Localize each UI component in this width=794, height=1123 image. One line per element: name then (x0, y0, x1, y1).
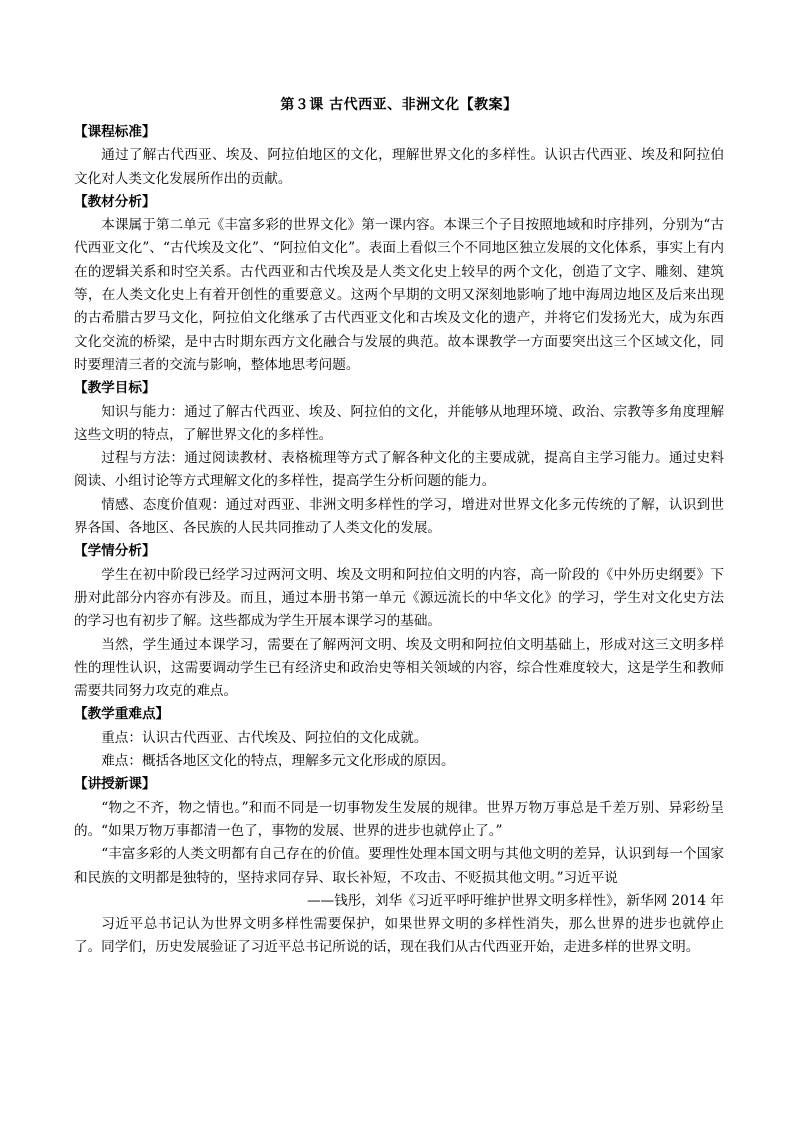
paragraph-standard: 通过了解古代西亚、埃及、阿拉伯地区的文化，理解世界文化的多样性。认识古代西亚、埃及和阿拉伯文化对人类文化发展所作出的贡献。 (74, 147, 724, 187)
paragraph-goal-knowledge: 知识与能力：通过了解古代西亚、埃及、阿拉伯的文化，并能够从地理环境、政治、宗教等多角度理解这些文明的特点，了解世界文化的多样性。 (74, 403, 724, 443)
paragraph-difficult-point: 难点：概括各地区文化的特点，理解多元文化形成的原因。 (101, 753, 455, 770)
paragraph-goal-emotion: 情感、态度价值观：通过对西亚、非洲文明多样性的学习，增进对世界文化多元传统的了解，认识到世界各国、各地区、各民族的人民共同推动了人类文化的发展。 (74, 496, 724, 537)
paragraph-analysis: 本课属于第二单元《丰富多彩的世界文化》第一课内容。本课三个子目按照地域和时序排列，分别为“古代西亚文化”、“古代埃及文化”、“阿拉伯文化”。表面上看似三个不同地区独立发展的文化体系，事实上有内在的逻辑关系和时空关系。古代西亚和古代埃及是人类文化史上较早的两个文化，创造了文字、雕刻、建筑等，在人类文化史上有着开创性的重要意义。这两个早期的文明又深刻地影响了地中海周边地区及后来出现的古希腊古罗马文化，阿拉伯文化继承了古代西亚文化和古埃及文化的遗产，并将它们发扬光大，成为东西文化交流的桥梁，是中古时期东西方文化融合与发展的典范。故本课教学一方面要突出这三个区域文化，同时要理清三者的交流与影响，整体地思考问题。 (74, 217, 724, 373)
paragraph-quote-2: “丰富多彩的人类文明都有自己存在的价值。要理性处理本国文明与其他文明的差异，认识到每一个国家和民族的文明都是独特的，坚持求同存异、取长补短，不攻击、不贬损其他文明。”习近平说 (74, 846, 724, 886)
document-page (74, 92, 724, 960)
section-heading-goals: 【教学目标】 (74, 380, 156, 397)
paragraph-key-point: 重点：认识古代西亚、古代埃及、阿拉伯的文化成就。 (101, 729, 428, 746)
paragraph-quote-1: “物之不齐，物之情也。”和而不同是一切事物发生发展的规律。世界万物万事总是千差万别、异彩纷呈的。“如果万物万事都清一色了，事物的发展、世界的进步也就停止了。” (74, 799, 724, 839)
paragraph-students-2: 当然，学生通过本课学习，需要在了解两河文明、埃及文明和阿拉伯文明基础上，形成对这三文明多样性的理性认识，这需要调动学生已有经济史和政治史等相关领域的内容，综合性难度较大，这是学生和教师需要共同努力攻克的难点。 (74, 636, 724, 700)
section-heading-keypoints: 【教学重难点】 (74, 706, 170, 723)
section-heading-students: 【学情分析】 (74, 543, 156, 560)
section-heading-intro: 【讲授新课】 (74, 776, 156, 793)
section-heading-standard: 【课程标准】 (74, 124, 156, 140)
quote-source: ——钱彤，刘华《习近平呼吁维护世界文明多样性》，新华网 2014 年 (306, 892, 724, 909)
paragraph-closing: 习近平总书记认为世界文明多样性需要保护，如果世界文明的多样性消失，那么世界的进步也就停止了。同学们，历史发展验证了习近平总书记所说的话，现在我们从古代西亚开始，走进多样的世界文明。 (74, 916, 724, 956)
paragraph-goal-process: 过程与方法：通过阅读教材、表格梳理等方式了解各种文化的主要成就，提高自主学习能力。通过史料阅读、小组讨论等方式理解文化的多样性，提高学生分析问题的能力。 (74, 450, 724, 490)
paragraph-students-1: 学生在初中阶段已经学习过两河文明、埃及文明和阿拉伯文明的内容，高一阶段的《中外历史纲要》下册对此部分内容亦有涉及。而且，通过本册书第一单元《源远流长的中华文化》的学习，学生对文化史方法的学习也有初步了解。这些都成为学生开展本课学习的基础。 (74, 566, 724, 630)
document-title: 第３课 古代西亚、非洲文化【教案】 (280, 97, 518, 113)
section-heading-analysis: 【教材分析】 (74, 193, 156, 210)
